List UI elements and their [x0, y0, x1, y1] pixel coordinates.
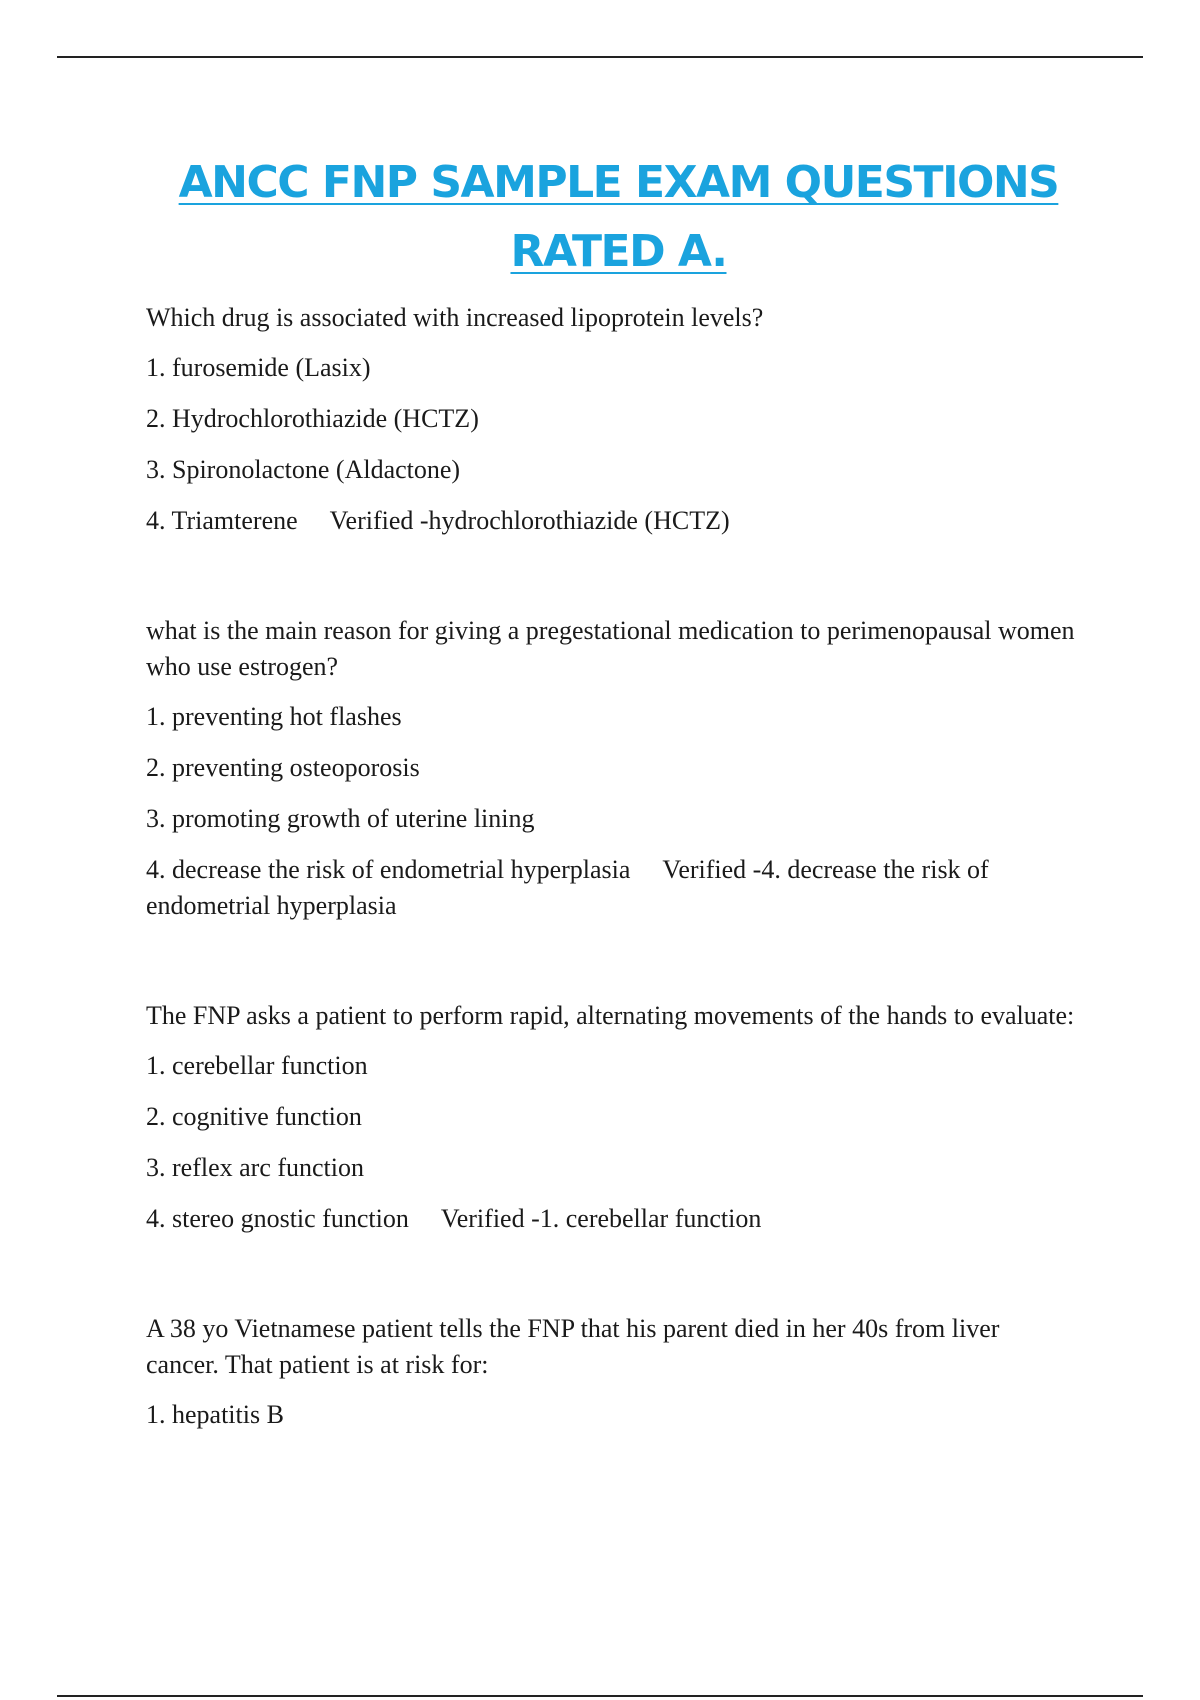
question-block-3 — [146, 998, 1076, 1237]
answer-option: 1. cerebellar function — [146, 1051, 368, 1080]
question-text: A 38 yo Vietnamese patient tells the FNP that his parent died in her 40s from liver cancer. That patient is at risk for: — [146, 1314, 1000, 1379]
question-text: Which drug is associated with increased lipoprotein levels? — [146, 303, 764, 332]
question-list — [146, 300, 1076, 1507]
answer-option: 4. Triamterene — [146, 506, 298, 535]
bottom-rule — [57, 1695, 1143, 1697]
answer-option: 1. hepatitis B — [146, 1400, 284, 1429]
answer-option: 3. promoting growth of uterine lining — [146, 804, 535, 833]
document-title — [0, 148, 1200, 286]
question-text: what is the main reason for giving a pregestational medication to perimenopausal women who use estrogen? — [146, 616, 1075, 681]
verified-answer: Verified -1. cerebellar function — [440, 1204, 762, 1233]
answer-option: 4. decrease the risk of endometrial hyperplasia — [146, 855, 631, 884]
question-block-2 — [146, 613, 1076, 924]
answer-option: 3. Spironolactone (Aldactone) — [146, 455, 461, 484]
answer-option: 4. stereo gnostic function — [146, 1204, 409, 1233]
answer-option-with-verified — [146, 1201, 1076, 1237]
answer-option: 1. furosemide (Lasix) — [146, 353, 371, 382]
answer-option-with-verified — [146, 503, 1076, 539]
answer-option: 2. Hydrochlorothiazide (HCTZ) — [146, 404, 479, 433]
question-block-1 — [146, 300, 1076, 539]
question-text: The FNP asks a patient to perform rapid, alternating movements of the hands to evaluate: — [146, 1001, 1075, 1030]
answer-option-with-verified — [146, 852, 1076, 924]
verified-answer: Verified -hydrochlorothiazide (HCTZ) — [329, 506, 730, 535]
title-line-2: RATED A. — [510, 226, 727, 277]
top-rule — [57, 56, 1143, 58]
answer-option: 1. preventing hot flashes — [146, 702, 402, 731]
answer-option: 2. preventing osteoporosis — [146, 753, 420, 782]
answer-option: 3. reflex arc function — [146, 1153, 365, 1182]
answer-option: 2. cognitive function — [146, 1102, 362, 1131]
title-line-1: ANCC FNP SAMPLE EXAM QUESTIONS — [178, 157, 1059, 208]
verified-answer: Verified -4. decrease the risk of endometrial hyperplasia — [146, 855, 989, 920]
question-block-4 — [146, 1311, 1076, 1433]
